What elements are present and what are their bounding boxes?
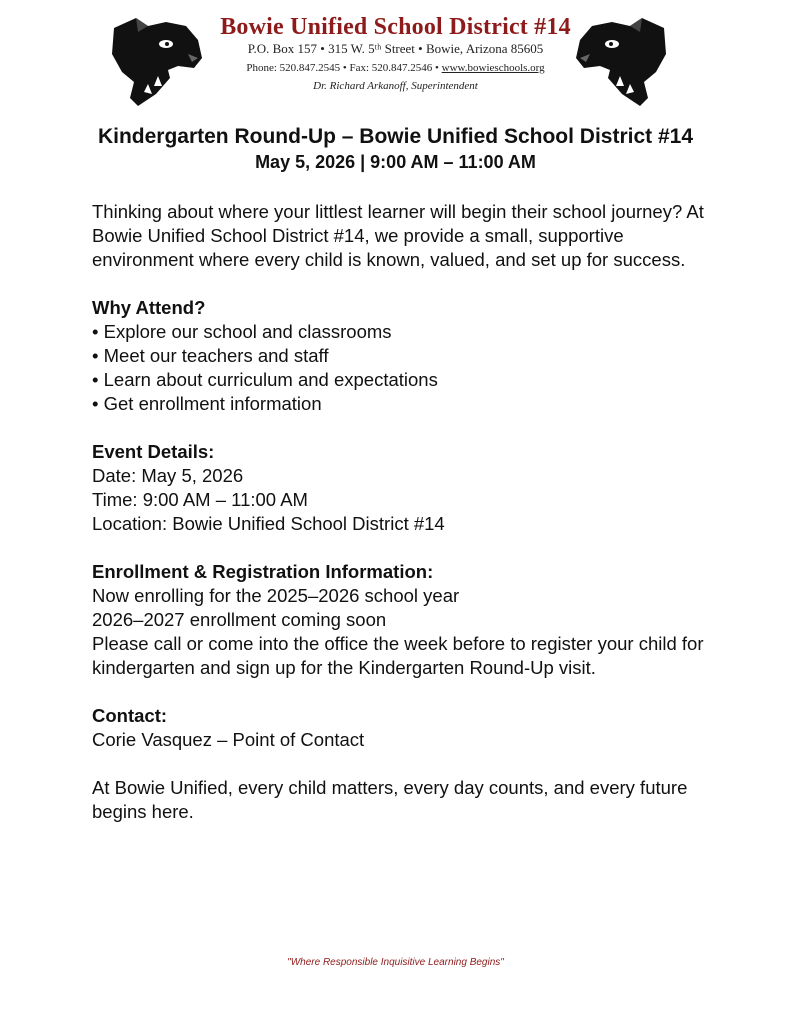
contact-heading: Contact: bbox=[92, 705, 168, 726]
website-link[interactable]: www.bowieschools.org bbox=[441, 62, 545, 74]
why-attend-item: • Get enrollment information bbox=[92, 393, 322, 414]
event-details-heading: Event Details: bbox=[92, 441, 215, 462]
flyer-body bbox=[92, 200, 732, 824]
intro-line: environment where every child is known, valued, and set up for success. bbox=[92, 249, 686, 270]
footer-motto: "Where Responsible Inquisitive Learning Begins" bbox=[287, 957, 504, 968]
why-attend-heading: Why Attend? bbox=[92, 297, 206, 318]
why-attend-item: • Learn about curriculum and expectations bbox=[92, 369, 438, 390]
enrollment-line: Please call or come into the office the week before to register your child for bbox=[92, 633, 704, 654]
enrollment-line: 2026–2027 enrollment coming soon bbox=[92, 609, 387, 630]
intro-line: Bowie Unified School District #14, we provide a small, supportive bbox=[92, 225, 624, 246]
event-time: Time: 9:00 AM – 11:00 AM bbox=[92, 489, 308, 510]
superintendent-line: Dr. Richard Arkanoff, Superintendent bbox=[313, 80, 478, 92]
enrollment-heading: Enrollment & Registration Information: bbox=[92, 561, 434, 582]
why-attend-item: • Meet our teachers and staff bbox=[92, 345, 329, 366]
letterhead bbox=[0, 0, 791, 105]
event-date: Date: May 5, 2026 bbox=[92, 465, 244, 486]
event-location: Location: Bowie Unified School District #14 bbox=[92, 513, 445, 534]
closing-line: begins here. bbox=[92, 801, 194, 822]
event-title: Kindergarten Round-Up – Bowie Unified School District #14 bbox=[97, 125, 694, 148]
district-name: Bowie Unified School District #14 bbox=[220, 14, 571, 40]
contact-name: Corie Vasquez – Point of Contact bbox=[92, 729, 365, 750]
why-attend-item: • Explore our school and classrooms bbox=[92, 321, 392, 342]
closing-line: At Bowie Unified, every child matters, every day counts, and every future bbox=[92, 777, 688, 798]
intro-line: Thinking about where your littlest learner will begin their school journey? At bbox=[92, 201, 704, 222]
event-subtitle: May 5, 2026 | 9:00 AM – 11:00 AM bbox=[255, 152, 536, 172]
panther-head-icon bbox=[570, 14, 670, 106]
phone-fax-text: Phone: 520.847.2545 • Fax: 520.847.2546 • bbox=[246, 62, 442, 74]
enrollment-line: Now enrolling for the 2025–2026 school year bbox=[92, 585, 460, 606]
enrollment-line: kindergarten and sign up for the Kindergarten Round-Up visit. bbox=[92, 657, 596, 678]
district-address: P.O. Box 157 • 315 W. 5ᵗʰ Street • Bowie, Arizona 85605 bbox=[247, 41, 544, 56]
district-phone-line bbox=[0, 62, 791, 74]
